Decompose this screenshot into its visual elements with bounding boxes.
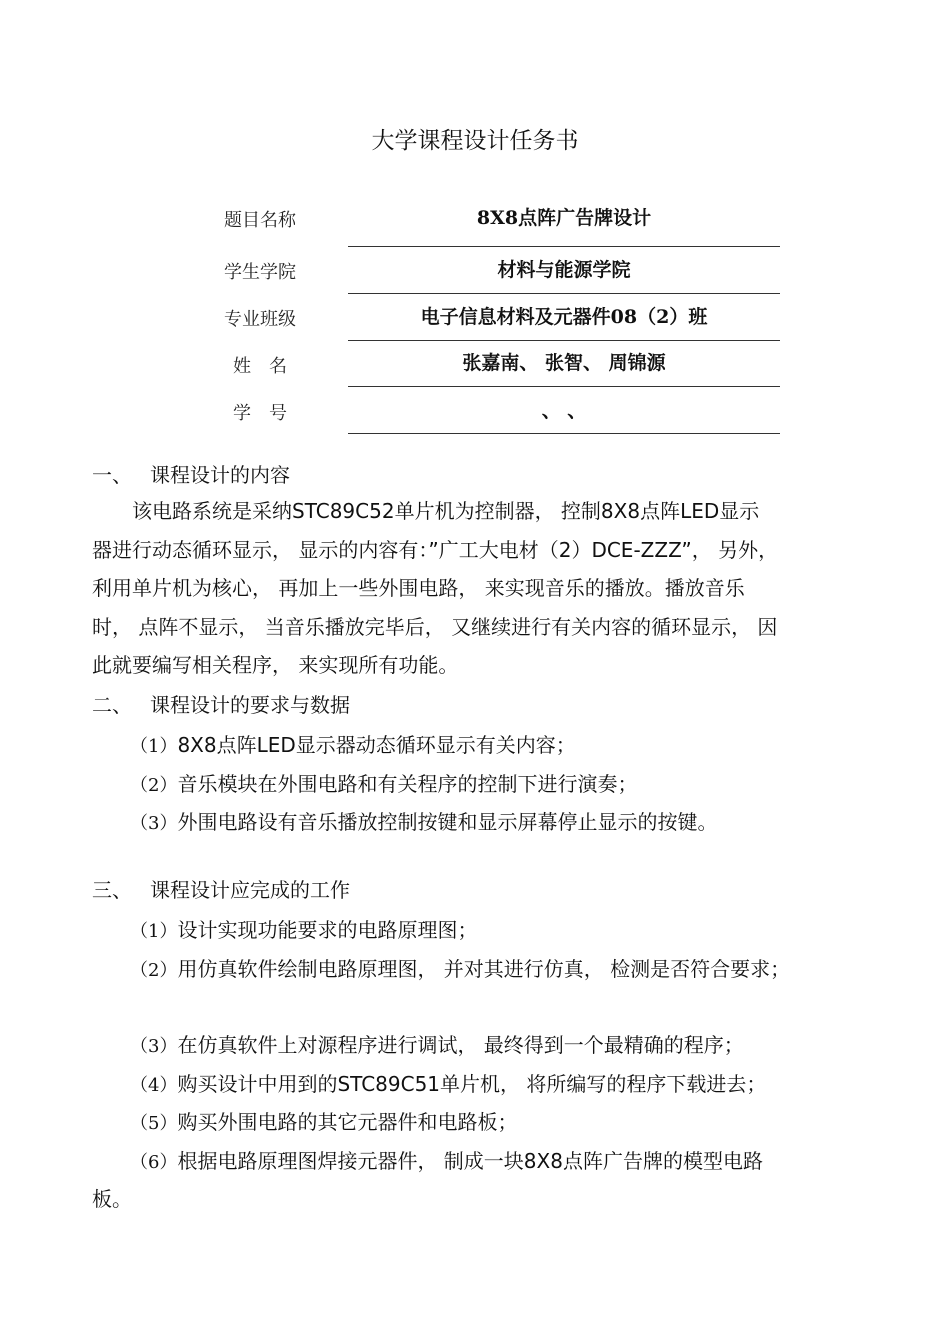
section-1-heading: [92, 459, 290, 488]
table-rule: [348, 340, 780, 341]
section-title: 课程设计应完成的工作: [150, 878, 350, 902]
value-student-id: 、 、: [541, 400, 587, 422]
paragraph-line: 此就要编写相关程序， 来实现所有功能。: [92, 653, 459, 677]
table-rule: [348, 433, 780, 434]
section-number: 一、: [92, 463, 132, 487]
paragraph-line: 时， 点阵不显示， 当音乐播放完毕后， 又继续进行有关内容的循环显示， 因: [92, 614, 778, 639]
value-topic: 8X8点阵广告牌设计: [476, 207, 652, 229]
section-title: 课程设计的要求与数据: [150, 693, 350, 717]
value-class: 电子信息材料及元器件08（2）班: [420, 306, 708, 328]
section-number: 三、: [92, 878, 132, 902]
list-item: （6）根据电路原理图焊接元器件， 制成一块8X8点阵广告牌的模型电路: [130, 1149, 763, 1173]
section-title: 课程设计的内容: [150, 463, 290, 487]
label-school: 学生学院: [224, 262, 296, 283]
paragraph-line: 器进行动态循环显示， 显示的内容有：”广工大电材（2）DCE-ZZZ”， 另外，: [92, 537, 779, 562]
paragraph-line: 该电路系统是采纳STC89C52单片机为控制器， 控制8X8点阵LED显示: [92, 499, 760, 523]
list-item-continuation: 板。: [92, 1187, 132, 1211]
list-item: （3）外围电路设有音乐播放控制按键和显示屏幕停止显示的按键。: [130, 810, 718, 834]
list-item: （2）音乐模块在外围电路和有关程序的控制下进行演奏；: [130, 772, 638, 796]
table-rule: [348, 246, 780, 247]
section-3-heading: [92, 874, 350, 903]
label-student-id: 学 号: [233, 403, 287, 424]
table-rule: [348, 293, 780, 294]
list-item: （2）用仿真软件绘制电路原理图， 并对其进行仿真， 检测是否符合要求；: [130, 957, 791, 981]
section-1-paragraph: [92, 492, 862, 685]
list-item: （1）设计实现功能要求的电路原理图；: [130, 918, 478, 942]
list-item: （3）在仿真软件上对源程序进行调试， 最终得到一个最精确的程序；: [130, 1033, 744, 1057]
list-item: （4）购买设计中用到的STC89C51单片机， 将所编写的程序下载进去；: [130, 1072, 767, 1096]
label-name: 姓 名: [233, 356, 287, 377]
value-school: 材料与能源学院: [497, 259, 631, 281]
table-rule: [348, 386, 780, 387]
label-class: 专业班级: [224, 309, 296, 330]
section-number: 二、: [92, 693, 132, 717]
list-item: （1）8X8点阵LED显示器动态循环显示有关内容；: [130, 733, 576, 757]
value-name: 张嘉南、 张智、 周锦源: [462, 352, 666, 374]
section-2-heading: [92, 689, 350, 718]
document-title: 大学课程设计任务书: [371, 128, 579, 154]
paragraph-line: 利用单片机为核心， 再加上一些外围电路， 来实现音乐的播放。播放音乐: [92, 576, 745, 600]
list-item: （5）购买外围电路的其它元器件和电路板；: [130, 1110, 518, 1134]
label-topic: 题目名称: [224, 210, 296, 231]
